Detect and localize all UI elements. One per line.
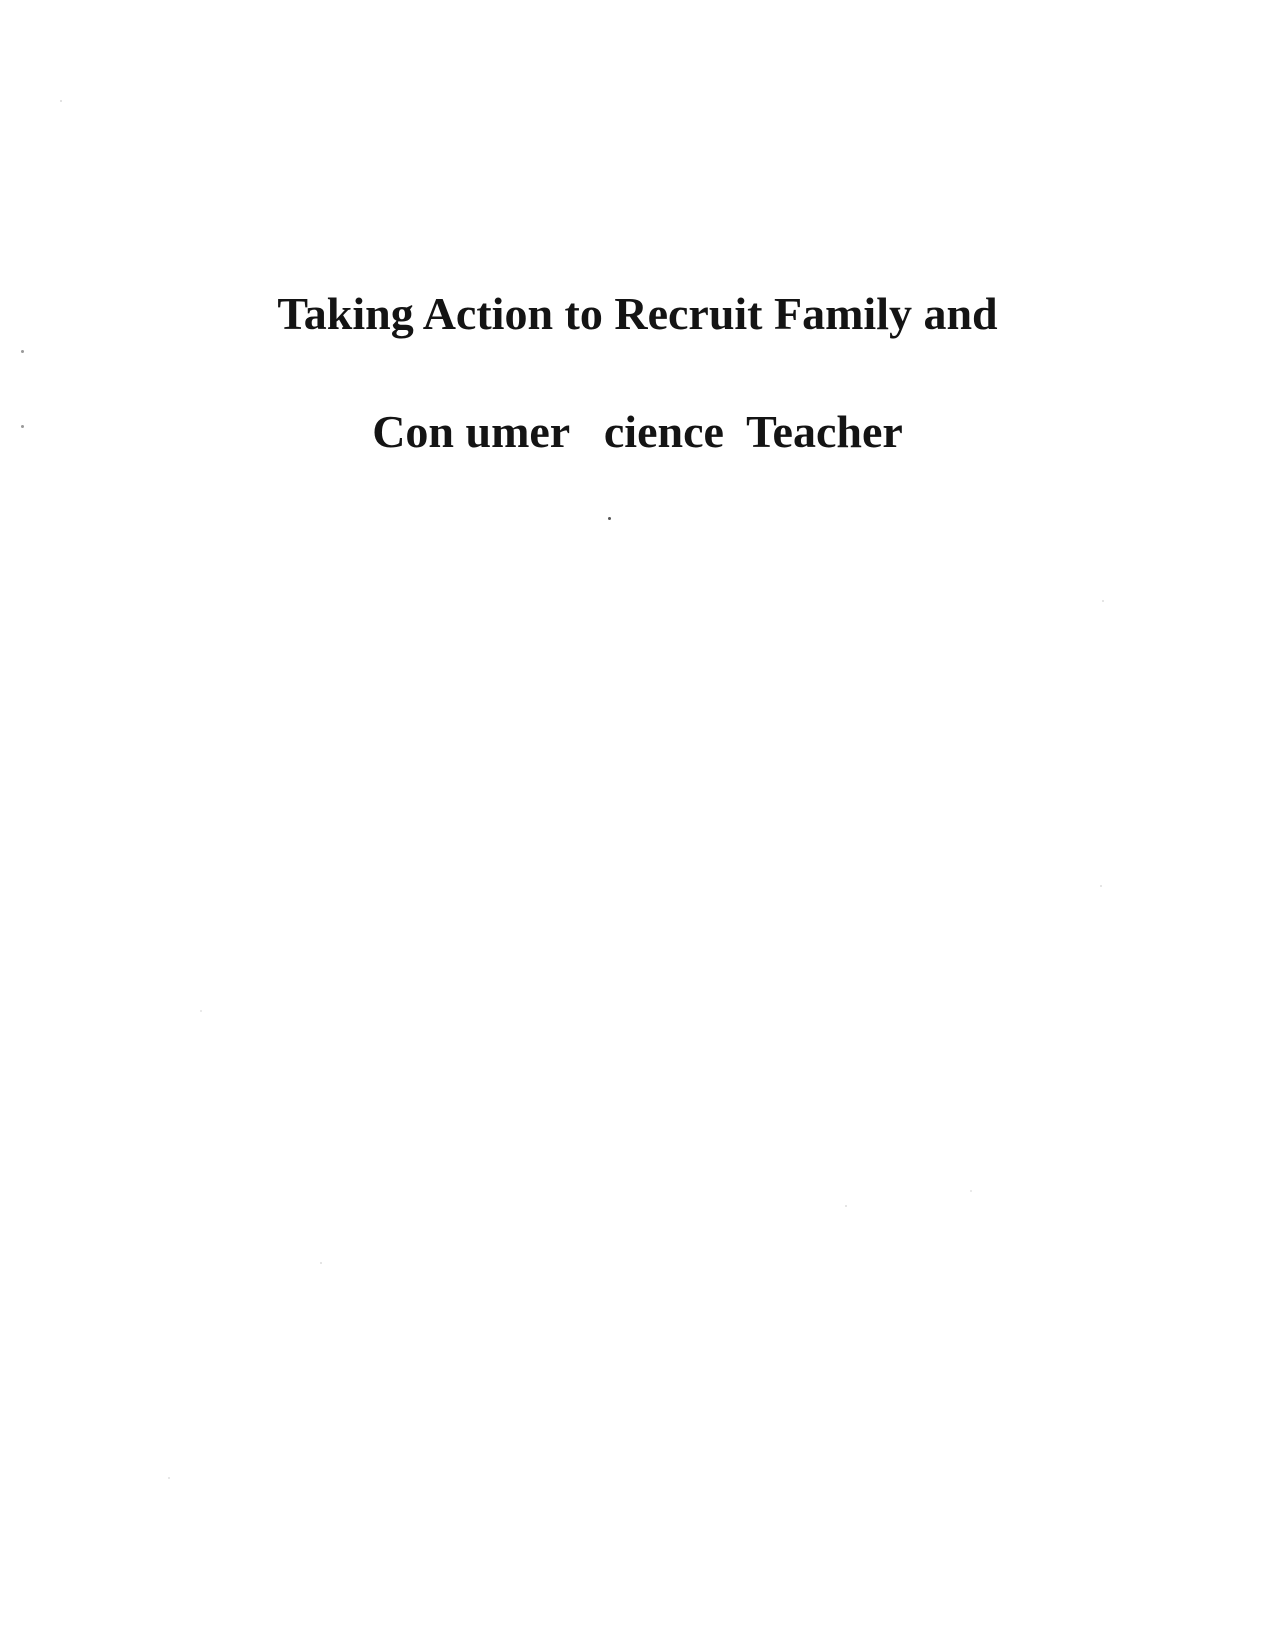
scan-speck	[60, 100, 62, 102]
scan-speck	[320, 1262, 322, 1264]
scan-speck	[845, 1205, 847, 1207]
scan-speck	[608, 517, 611, 520]
scan-speck	[21, 350, 24, 353]
scan-speck	[1100, 885, 1102, 887]
scan-speck	[1102, 600, 1104, 602]
scan-speck	[970, 1190, 972, 1192]
scan-speck	[200, 1010, 202, 1012]
scan-speck	[21, 425, 24, 428]
title-line-1: Taking Action to Recruit Family and	[277, 288, 998, 339]
title-line-2: Con umer cience Teacher	[372, 406, 903, 457]
scan-speck	[168, 1477, 170, 1479]
